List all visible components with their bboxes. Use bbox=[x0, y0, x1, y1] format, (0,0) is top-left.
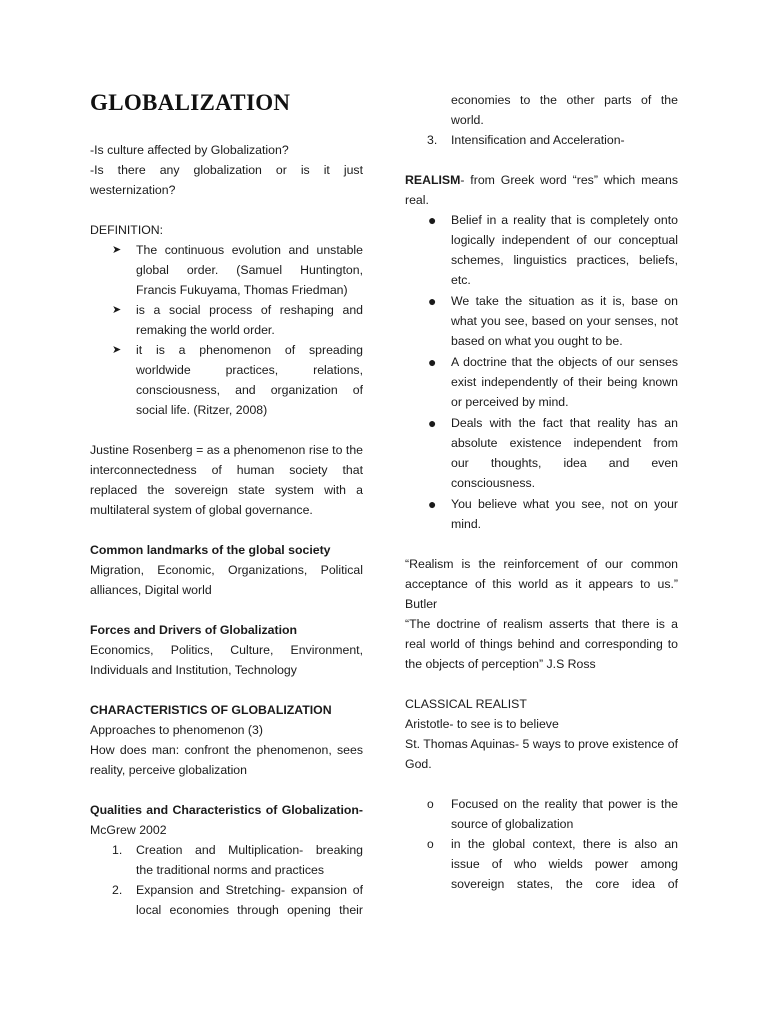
definition-line: The continuous evolution and unstable bbox=[136, 243, 363, 257]
section-line: alliances, Digital world bbox=[90, 583, 212, 597]
paragraph-line: interconnectedness of human society that bbox=[90, 463, 363, 477]
section-line: Approaches to phenomenon (3) bbox=[90, 723, 263, 737]
item-line: in the global context, there is also an bbox=[451, 837, 678, 851]
section-heading: Common landmarks of the global society bbox=[90, 543, 331, 557]
realism-line bbox=[405, 170, 678, 190]
bullet-line: etc. bbox=[451, 273, 471, 287]
quote-line: “Realism is the reinforcement of our common bbox=[405, 557, 678, 571]
paragraph-line: replaced the sovereign state system with a bbox=[90, 483, 363, 497]
bullet-dot-icon: ● bbox=[428, 212, 437, 228]
bullet-line: what you see, based on your senses, not bbox=[451, 314, 678, 328]
realism-term: REALISM bbox=[405, 173, 461, 187]
definition-line: it is a phenomenon of spreading bbox=[136, 343, 363, 357]
landmarks-section bbox=[90, 540, 363, 600]
item-line: Intensification and Acceleration- bbox=[451, 133, 625, 147]
realism-line-rest: - from Greek word “res” which means bbox=[460, 173, 678, 187]
bullet-line: logically independent of our conceptual bbox=[451, 233, 678, 247]
item-line: Creation and Multiplication- breaking bbox=[136, 843, 363, 857]
question-line: westernization? bbox=[90, 183, 176, 197]
realism-definition bbox=[405, 170, 678, 210]
bullet-line: Belief in a reality that is completely onto bbox=[451, 213, 678, 227]
bullet-line: based on what you ought to be. bbox=[451, 334, 623, 348]
definition-line: worldwide practices, relations, bbox=[136, 363, 363, 377]
bullet-dot-icon: ● bbox=[428, 415, 437, 431]
quote-line: Butler bbox=[405, 597, 438, 611]
paragraph-line: Justine Rosenberg = as a phenomenon rise to the bbox=[90, 443, 363, 457]
section-heading: McGrew 2002 bbox=[90, 823, 167, 837]
item-line: sovereign states, the core idea of bbox=[451, 877, 678, 891]
bullet-dot-icon: ● bbox=[428, 354, 437, 370]
definition-line: social life. (Ritzer, 2008) bbox=[136, 403, 268, 417]
item-number: 3. bbox=[427, 133, 438, 147]
bullet-line: our thoughts, idea and even bbox=[451, 456, 678, 470]
item-line: source of globalization bbox=[451, 817, 574, 831]
bullet-line: or perceived by mind. bbox=[451, 395, 569, 409]
quote-line: acceptance of this world as it appears to us.” bbox=[405, 577, 678, 591]
bullet-line: exist independently of their being known bbox=[451, 375, 678, 389]
item-number: 2. bbox=[112, 883, 123, 897]
circle-bullet-icon: o bbox=[427, 797, 434, 811]
bullet-line: Deals with the fact that reality has an bbox=[451, 416, 678, 430]
definition-line: consciousness, and organization of bbox=[136, 383, 363, 397]
bullet-line: schemes, linguistics practices, beliefs, bbox=[451, 253, 678, 267]
realism-quotes bbox=[405, 554, 678, 674]
bullet-line: We take the situation as it is, base on bbox=[451, 294, 678, 308]
quote-line: “The doctrine of realism asserts that there is a bbox=[405, 617, 678, 631]
section-line: How does man: confront the phenomenon, sees bbox=[90, 743, 363, 757]
page-title: GLOBALIZATION bbox=[90, 90, 291, 115]
section-line: Aristotle- to see is to believe bbox=[405, 717, 559, 731]
section-line: Economics, Politics, Culture, Environment, bbox=[90, 643, 363, 657]
arrow-bullet-icon: ➤ bbox=[112, 344, 122, 356]
section-heading: Qualities and Characteristics of Globalization- bbox=[90, 803, 363, 817]
bullet-line: consciousness. bbox=[451, 476, 536, 490]
definition-line: Francis Fukuyama, Thomas Friedman) bbox=[136, 283, 348, 297]
item-number: 1. bbox=[112, 843, 123, 857]
forces-section bbox=[90, 620, 363, 680]
section-line: Individuals and Institution, Technology bbox=[90, 663, 297, 677]
item-line: local economies through opening their bbox=[136, 903, 363, 917]
definition-heading-text: DEFINITION: bbox=[90, 223, 164, 237]
qualities-heading bbox=[90, 800, 363, 840]
section-heading: CHARACTERISTICS OF GLOBALIZATION bbox=[90, 703, 332, 717]
definition-heading bbox=[90, 220, 363, 240]
item-line: world. bbox=[451, 113, 484, 127]
realism-line: real. bbox=[405, 193, 429, 207]
bullet-dot-icon: ● bbox=[428, 293, 437, 309]
arrow-bullet-icon: ➤ bbox=[112, 244, 122, 256]
section-line: reality, perceive globalization bbox=[90, 763, 247, 777]
item-line: Expansion and Stretching- expansion of bbox=[136, 883, 363, 897]
question-line: -Is there any globalization or is it just bbox=[90, 163, 363, 177]
bullet-line: You believe what you see, not on your bbox=[451, 497, 678, 511]
bullet-line: A doctrine that the objects of our senses bbox=[451, 355, 678, 369]
item-line: Focused on the reality that power is the bbox=[451, 797, 678, 811]
item-line: economies to the other parts of the bbox=[451, 93, 678, 107]
characteristics-section bbox=[90, 700, 363, 780]
questions bbox=[90, 140, 363, 200]
bullet-dot-icon: ● bbox=[428, 496, 437, 512]
definition-line: global order. (Samuel Huntington, bbox=[136, 263, 363, 277]
classical-realist-section bbox=[405, 694, 678, 774]
section-line: God. bbox=[405, 757, 432, 771]
arrow-bullet-icon: ➤ bbox=[112, 304, 122, 316]
definition-line: remaking the world order. bbox=[136, 323, 275, 337]
section-line: Migration, Economic, Organizations, Political bbox=[90, 563, 363, 577]
bullet-line: mind. bbox=[451, 517, 482, 531]
item-line: the traditional norms and practices bbox=[136, 863, 324, 877]
rosenberg-paragraph bbox=[90, 440, 363, 520]
paragraph-line: multilateral system of global governance. bbox=[90, 503, 313, 517]
item-line: issue of who wields power among bbox=[451, 857, 678, 871]
section-heading: Forces and Drivers of Globalization bbox=[90, 623, 298, 637]
definition-line: is a social process of reshaping and bbox=[136, 303, 363, 317]
quote-line: real world of things behind and corresponding to bbox=[405, 637, 678, 651]
section-line: St. Thomas Aquinas- 5 ways to prove existence of bbox=[405, 737, 678, 751]
question-line: -Is culture affected by Globalization? bbox=[90, 143, 289, 157]
bullet-line: absolute existence independent from bbox=[451, 436, 678, 450]
quote-line: the objects of perception” J.S Ross bbox=[405, 657, 596, 671]
section-heading: CLASSICAL REALIST bbox=[405, 697, 527, 711]
circle-bullet-icon: o bbox=[427, 837, 434, 851]
